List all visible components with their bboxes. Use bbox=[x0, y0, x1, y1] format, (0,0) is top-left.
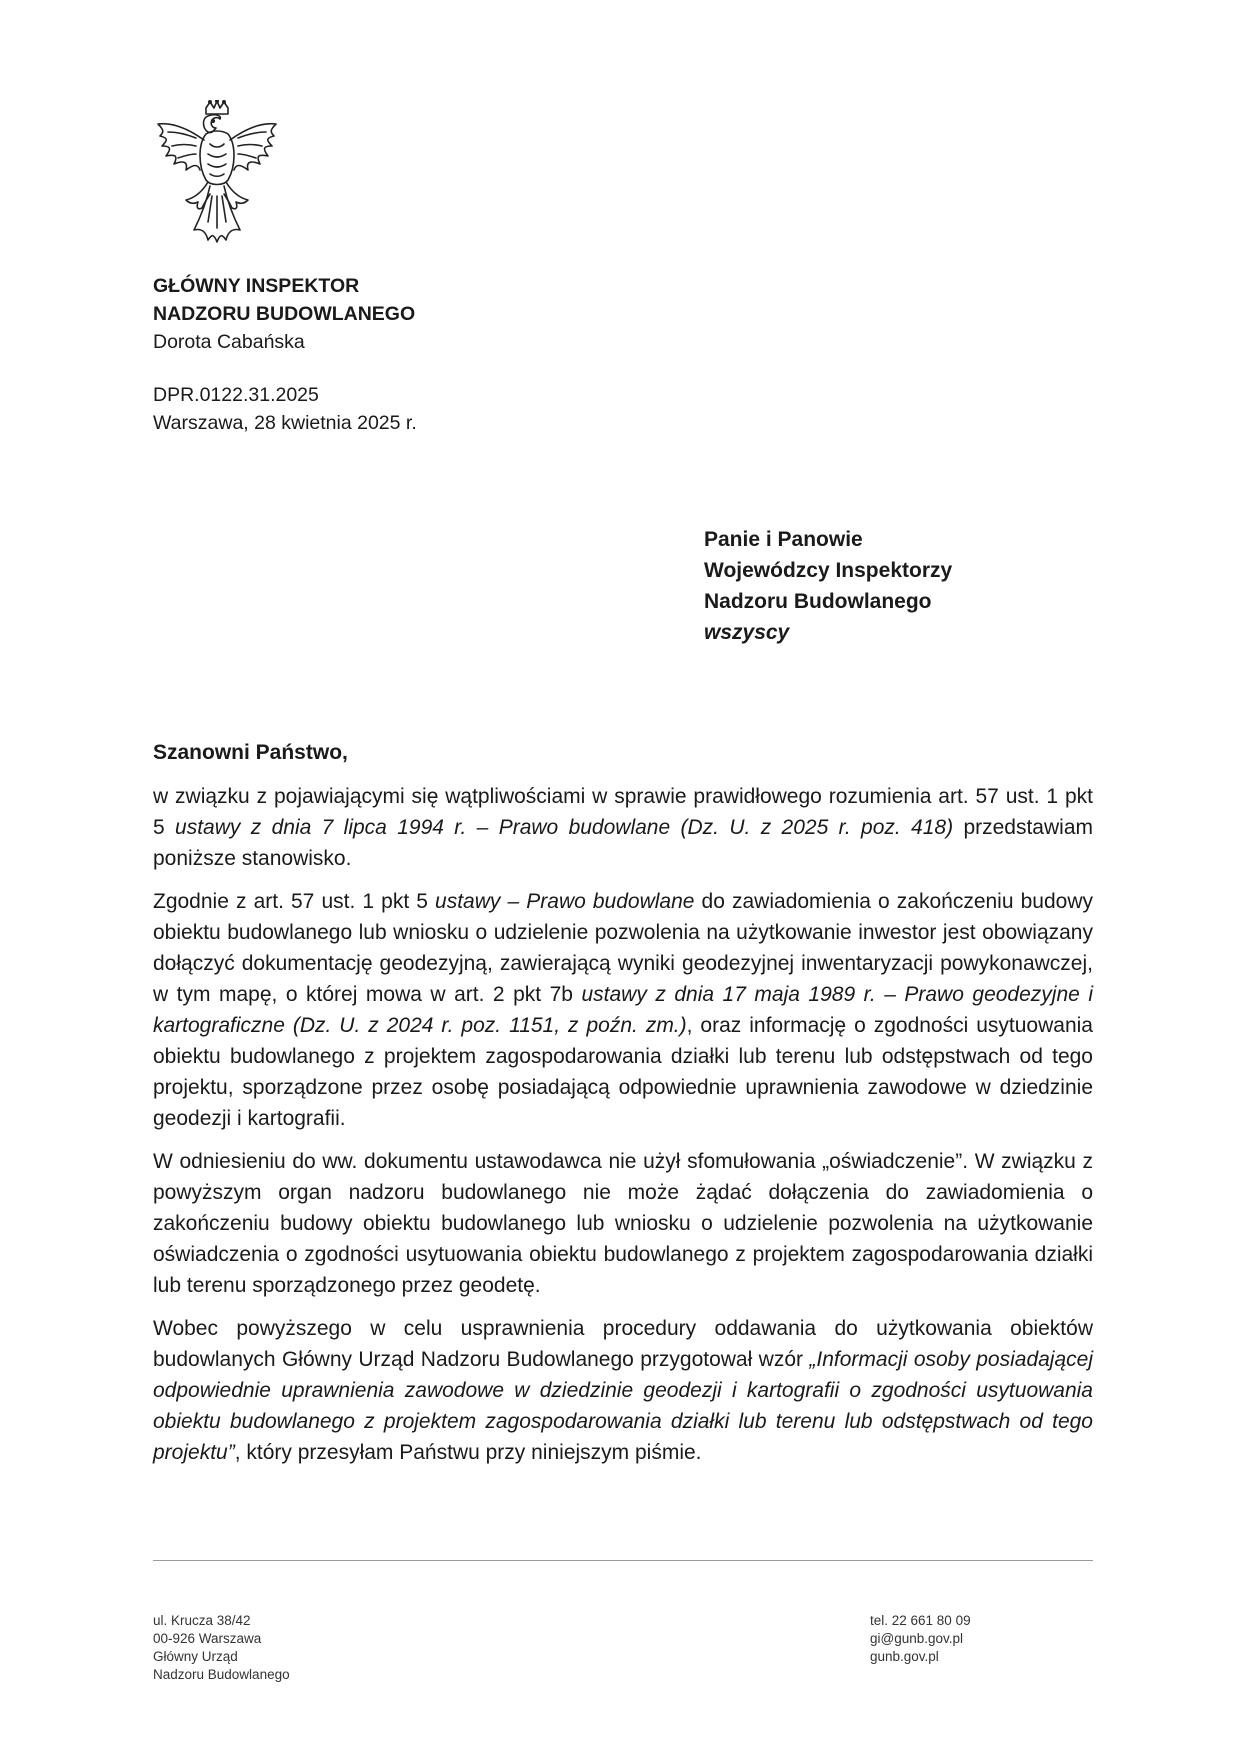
paragraph-1-citation: ustawy z dnia 7 lipca 1994 r. – Prawo budowlane (Dz. U. z 2025 r. poz. 418) bbox=[175, 816, 954, 839]
recipient-line-2: Wojewódzcy Inspektorzy bbox=[704, 559, 953, 582]
footer-contact bbox=[870, 1612, 971, 1666]
paragraph-4-text-c: , który przesyłam Państwu przy niniejszym piśmie. bbox=[234, 1441, 702, 1464]
footer-phone: tel. 22 661 80 09 bbox=[870, 1613, 971, 1628]
footer-address-line-1: ul. Krucza 38/42 bbox=[153, 1613, 251, 1628]
paragraph-2 bbox=[153, 886, 1093, 1134]
paragraph-4-text-a: Wobec powyższego w celu usprawnienia procedury oddawania do użytkowania obiektów budowlanych Główny Urząd Nadzoru Budowlanego przygotował wzór bbox=[153, 1317, 1093, 1371]
footer-divider bbox=[153, 1560, 1093, 1561]
paragraph-2-text-c: do zawiadomienia o zakończeniu budowy obiektu budowlanego lub wniosku o udzielenie pozwolenia na użytkowanie inwestor jest obowiązany dołączyć dokumentację geodezyjną, zawierającą wyniki geodezyjnej inwentaryzacji powykonawczej, w tym mapę, o której mowa w art. 2 pkt 7b bbox=[153, 890, 1093, 1006]
footer-website: gunb.gov.pl bbox=[870, 1649, 939, 1664]
reference-block bbox=[153, 381, 417, 437]
paragraph-1-text-c: przedstawiam poniższe stanowisko. bbox=[153, 816, 1093, 870]
sender-block bbox=[153, 272, 415, 356]
paragraph-3: W odniesieniu do ww. dokumentu ustawodawca nie użył sfomułowania „oświadczenie”. W związku z powyższym organ nadzoru budowlanego nie może żądać dołączenia do zawiadomienia o zakończeniu budowy obiektu budowlanego lub wniosku o udzielenie pozwolenia na użytkowanie oświadczenia o zgodności usytuowania obiektu budowlanego z projektem zagospodarowania działki lub terenu sporządzonego przez geodetę. bbox=[153, 1150, 1093, 1297]
paragraph-2-text-e: , oraz informację o zgodności usytuowania obiektu budowlanego z projektem zagospodarowania działki lub terenu lub odstępstwach od tego projektu, sporządzone przez osobę posiadającą odpowiednie uprawnienia zawodowe w dziedzinie geodezji i kartografii. bbox=[153, 1014, 1093, 1130]
recipient-line-1: Panie i Panowie bbox=[704, 528, 863, 551]
paragraph-1 bbox=[153, 781, 1093, 874]
reference-number: DPR.0122.31.2025 bbox=[153, 384, 319, 406]
footer-address-line-4: Nadzoru Budowlanego bbox=[153, 1667, 290, 1682]
recipient-line-3: Nadzoru Budowlanego bbox=[704, 590, 932, 613]
recipient-block bbox=[704, 524, 952, 648]
footer-address-line-2: 00-926 Warszawa bbox=[153, 1631, 262, 1646]
salutation: Szanowni Państwo, bbox=[153, 741, 348, 764]
paragraph-2-text-a: Zgodnie z art. 57 ust. 1 pkt 5 bbox=[153, 890, 436, 913]
footer-email: gi@gunb.gov.pl bbox=[870, 1631, 964, 1646]
recipient-line-4: wszyscy bbox=[704, 621, 790, 644]
sender-name: Dorota Cabańska bbox=[153, 331, 305, 353]
institution-line-1: GŁÓWNY INSPEKTOR bbox=[153, 275, 360, 297]
institution-line-2: NADZORU BUDOWLANEGO bbox=[153, 303, 416, 325]
paragraph-1-text-a: w związku z pojawiającymi się wątpliwościami w sprawie prawidłowego rozumienia art. 57 ust. 1 pkt 5 bbox=[153, 785, 1093, 839]
paragraph-2-citation-1: ustawy – Prawo budowlane bbox=[435, 890, 695, 913]
paragraph-4-form-title: „Informacji osoby posiadającej odpowiednie uprawnienia zawodowe w dziedzinie geodezji i kartografii o zgodności usytuowania obiektu budowlanego z projektem zagospodarowania działki lub terenu lub odstępstwach od tego projektu” bbox=[153, 1348, 1093, 1464]
footer-address-line-3: Główny Urząd bbox=[153, 1649, 238, 1664]
letter-date: Warszawa, 28 kwietnia 2025 r. bbox=[153, 412, 417, 434]
paragraph-2-citation-2: ustawy z dnia 17 maja 1989 r. – Prawo geodezyjne i kartograficzne (Dz. U. z 2024 r. poz. 1151, z poźn. zm.) bbox=[153, 983, 1093, 1037]
paragraph-4 bbox=[153, 1313, 1093, 1468]
polish-eagle-emblem-icon bbox=[150, 100, 285, 250]
letter-body bbox=[153, 781, 1093, 1480]
footer-address bbox=[153, 1612, 290, 1684]
